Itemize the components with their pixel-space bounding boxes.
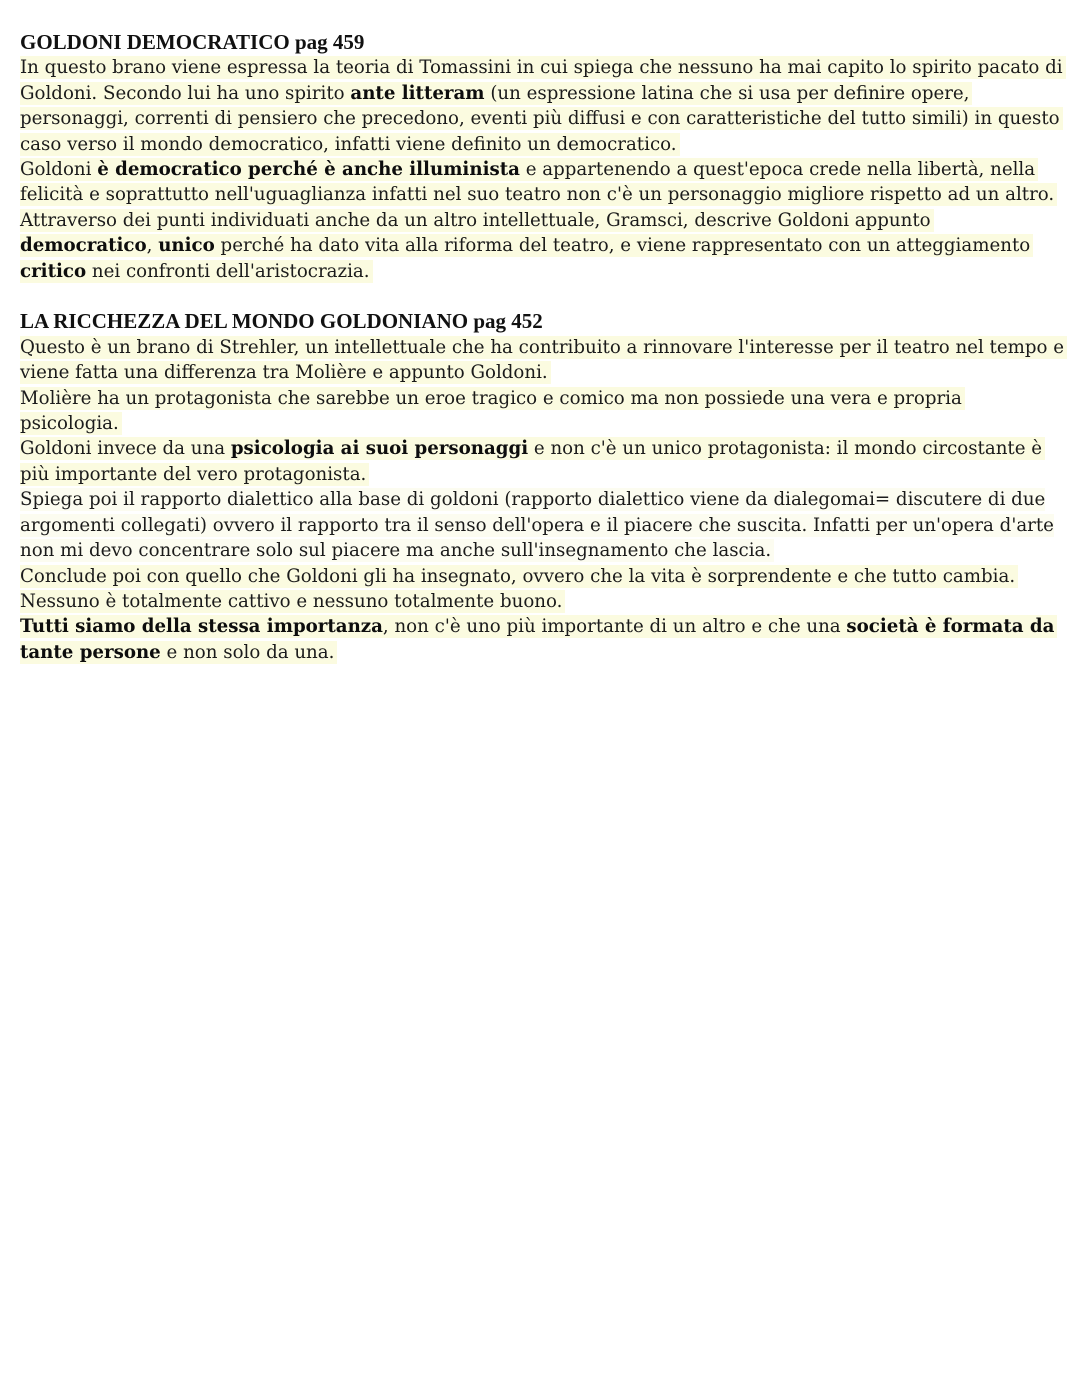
text-run: e appartenendo a quest'epoca crede nella libertà, nella felicità e soprattutto nell'uguaglianza infatti nel suo teatro non c'è un personaggio migliore rispetto ad un altro. bbox=[20, 159, 1055, 206]
text-run: , non c'è uno più importante di un altro e che una bbox=[382, 616, 847, 638]
paragraph bbox=[20, 614, 1065, 665]
text-run: Molière ha un protagonista che sarebbe un eroe tragico e comico ma non possiede una vera e propria psicologia. bbox=[20, 387, 962, 435]
text-run: (un espressione latina che si usa per definire opere, personaggi, correnti di pensiero che precedono, eventi più diffusi e con caratteristiche del tutto simili) in questo caso verso il mondo democratico, infatti viene definito un democratico. bbox=[20, 82, 1060, 155]
paragraph bbox=[20, 564, 1065, 589]
paragraph bbox=[20, 386, 1065, 437]
paragraph bbox=[20, 335, 1065, 386]
highlighted-text bbox=[20, 158, 1057, 206]
bold-text: ante litteram bbox=[350, 82, 485, 104]
bold-text: Tutti siamo della stessa importanza bbox=[20, 616, 383, 638]
highlighted-text bbox=[20, 56, 1066, 155]
highlighted-text bbox=[20, 615, 1057, 663]
highlighted-text bbox=[20, 387, 965, 435]
bold-text: società è formata da tante persone bbox=[20, 616, 1055, 663]
text-run: Questo è un brano di Strehler, un intellettuale che ha contribuito a rinnovare l'interesse per il teatro nel tempo e viene fatta una differenza tra Molière e appunto Goldoni. bbox=[20, 336, 1064, 384]
section-ricchezza-mondo-goldoniano bbox=[20, 309, 1065, 665]
paragraph bbox=[20, 157, 1065, 208]
text-run: Goldoni bbox=[20, 159, 98, 181]
text-run: e non c'è un unico protagonista: il mondo circostante è più importante del vero protagonista. bbox=[20, 438, 1043, 485]
paragraph bbox=[20, 589, 1065, 614]
section-heading: GOLDONI DEMOCRATICO pag 459 bbox=[20, 30, 365, 54]
paragraph bbox=[20, 487, 1065, 563]
highlighted-text bbox=[20, 209, 1033, 283]
highlighted-text bbox=[20, 437, 1045, 485]
section-heading: LA RICCHEZZA DEL MONDO GOLDONIANO pag 452 bbox=[20, 309, 543, 334]
highlighted-text bbox=[20, 590, 565, 613]
text-run: e non solo da una. bbox=[160, 641, 335, 663]
paragraph bbox=[20, 55, 1065, 157]
document-page bbox=[20, 30, 1065, 665]
text-run: Nessuno è totalmente cattivo e nessuno totalmente buono. bbox=[20, 590, 563, 612]
paragraph bbox=[20, 436, 1065, 487]
text-run: perché ha dato vita alla riforma del teatro, e viene rappresentato con un atteggiamento bbox=[214, 235, 1031, 257]
bold-text: psicologia ai suoi personaggi bbox=[230, 438, 529, 460]
text-run: Spiega poi il rapporto dialettico alla base di goldoni (rapporto dialettico viene da dialegomai= discutere di due argomenti collegati) ovvero il rapporto tra il senso dell'opera e il piacere che suscita. Infatti per un'opera d'arte non mi devo concentrare solo sul piacere ma anche sull'insegnamento che lascia. bbox=[20, 489, 1054, 562]
section-goldoni-democratico bbox=[20, 30, 1065, 284]
text-run: Conclude poi con quello che Goldoni gli ha insegnato, ovvero che la vita è sorprendente e che tutto cambia. bbox=[20, 565, 1016, 587]
paragraph bbox=[20, 208, 1065, 284]
bold-text: unico bbox=[158, 235, 215, 257]
text-run: nei confronti dell'aristocrazia. bbox=[86, 260, 370, 282]
text-run: In questo brano viene espressa la teoria di Tomassini in cui spiega che nessuno ha mai capito lo spirito pacato di Goldoni. Secondo lui ha uno spirito bbox=[20, 57, 1063, 104]
bold-text: è democratico perché è anche illuminista bbox=[97, 159, 520, 181]
text-block bbox=[20, 488, 1054, 562]
text-run: , bbox=[146, 235, 159, 257]
highlighted-text bbox=[20, 336, 1067, 384]
bold-text: democratico bbox=[20, 235, 147, 257]
bold-text: critico bbox=[20, 260, 87, 282]
text-run: Goldoni invece da una bbox=[20, 438, 231, 460]
text-run: Attraverso dei punti individuati anche da un altro intellettuale, Gramsci, descrive Goldoni appunto bbox=[20, 209, 931, 231]
highlighted-text bbox=[20, 565, 1018, 588]
